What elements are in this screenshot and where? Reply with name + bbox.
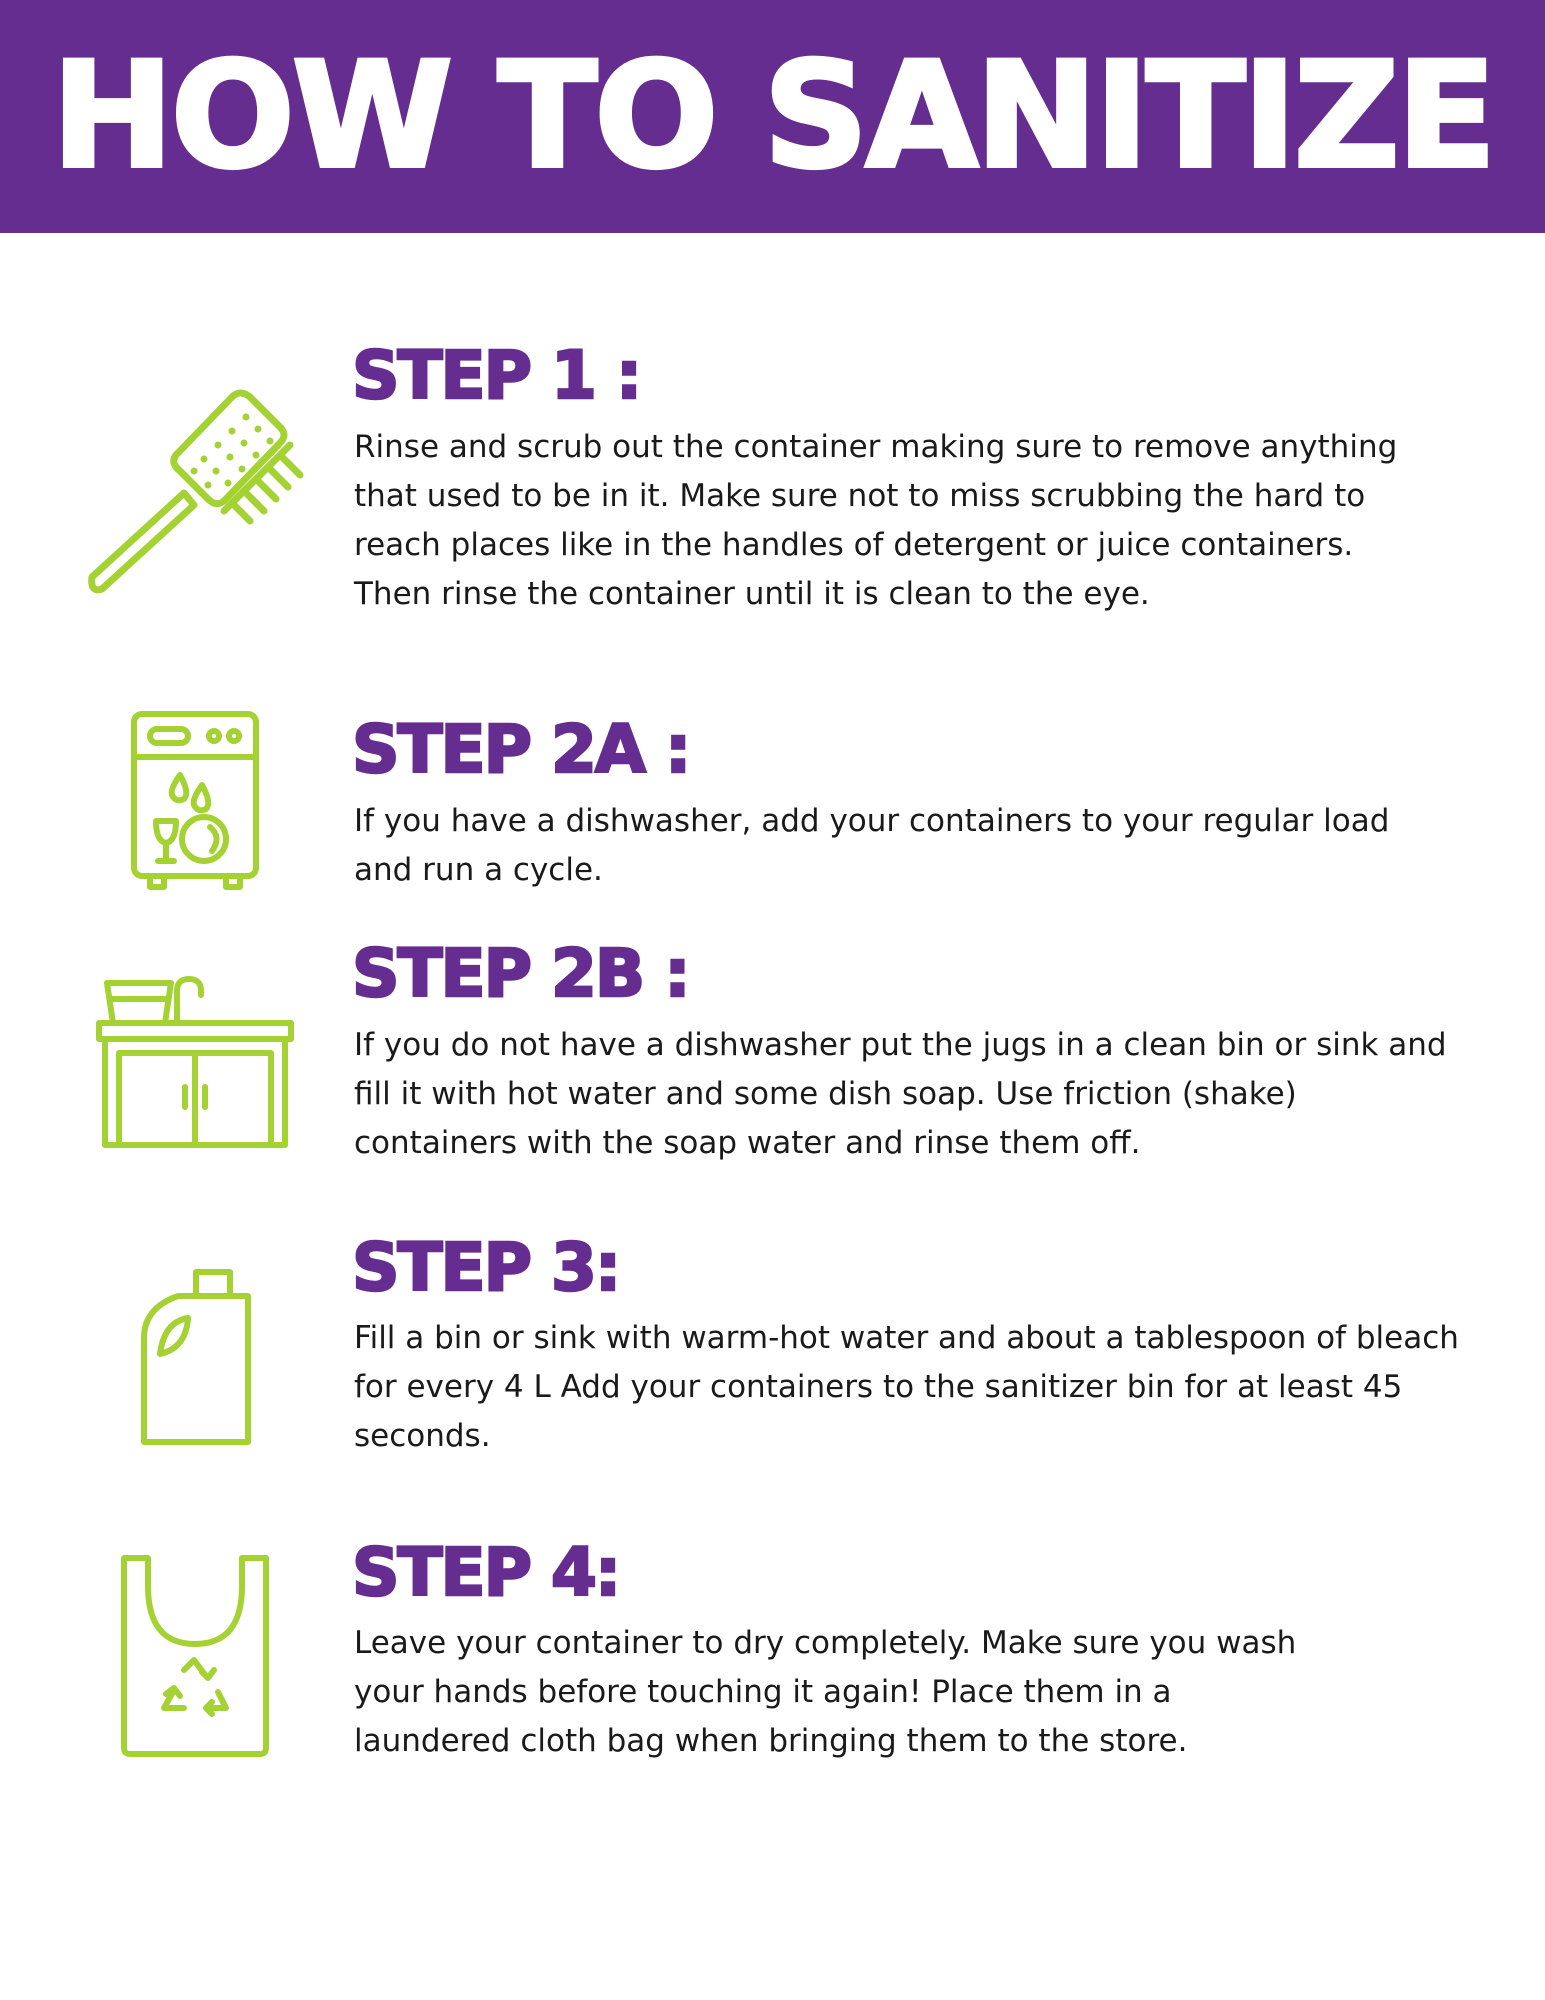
scrub-brush-icon [84, 375, 308, 595]
step-2a-text: If you have a dishwasher, add your containers to your regular load and run a cycle. [354, 803, 1390, 888]
step-2b-text: If you do not have a dishwasher put the jugs in a clean bin or sink and fill it with hot water and some dish soap. Use friction (shake) containers with the soap water and rinse them off. [354, 1027, 1447, 1161]
bleach-bottle-icon [138, 1268, 254, 1448]
step-2b-heading: STEP 2B : [352, 935, 689, 1012]
step-3-heading: STEP 3: [352, 1229, 620, 1306]
dishwasher-icon [128, 709, 262, 891]
step-4-text: Leave your container to dry completely. Make sure you wash your hands before touching it again! Place them in a laundered cloth bag when bringing them to the store. [354, 1625, 1297, 1759]
step-1-heading: STEP 1 : [352, 337, 641, 414]
step-3-text: Fill a bin or sink with warm-hot water and about a tablespoon of bleach for every 4 L Add your containers to the sanitizer bin for at least 45 seconds. [354, 1320, 1459, 1454]
page-title: HOW TO SANITIZE [51, 31, 1494, 201]
step-4-heading: STEP 4: [352, 1534, 620, 1611]
step-2a-heading: STEP 2A : [352, 711, 690, 788]
kitchen-sink-icon [95, 975, 295, 1150]
recycling-bag-icon [118, 1552, 272, 1758]
step-1-text: Rinse and scrub out the container making sure to remove anything that used to be in it. Make sure not to miss scrubbing the hard to reach places like in the handles of detergent or juice containers. Then rinse the container until it is clean to the eye. [354, 429, 1398, 612]
